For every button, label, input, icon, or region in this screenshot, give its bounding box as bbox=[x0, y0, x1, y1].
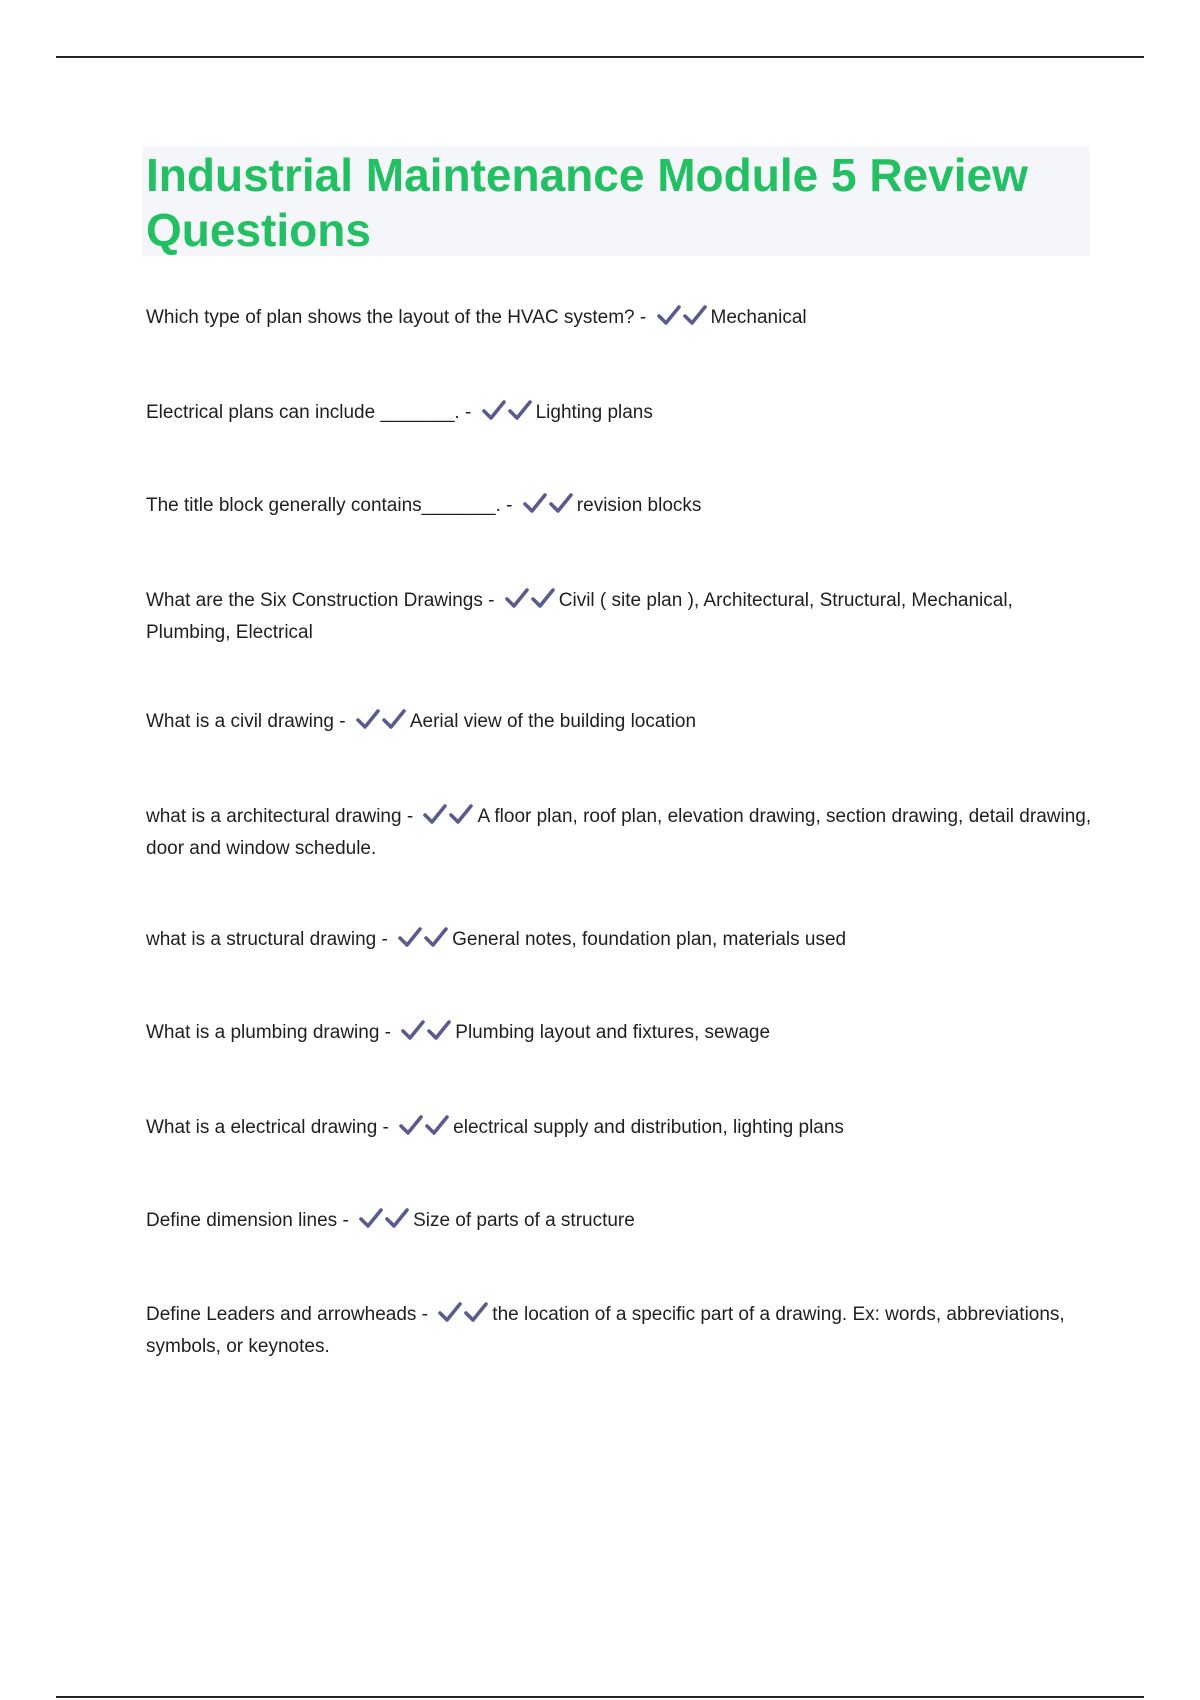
question-text: Which type of plan shows the layout of the HVAC system? bbox=[146, 307, 635, 328]
title-banner bbox=[142, 146, 1090, 256]
check-marks bbox=[481, 399, 533, 430]
check-icon bbox=[358, 1207, 384, 1229]
check-icon bbox=[355, 708, 381, 730]
answer-text: electrical supply and distribution, lighting plans bbox=[453, 1117, 844, 1138]
bottom-rule bbox=[56, 1696, 1144, 1698]
answer-text: Lighting plans bbox=[535, 402, 653, 423]
check-icon bbox=[422, 803, 448, 825]
question-text: What is a plumbing drawing bbox=[146, 1022, 380, 1043]
check-marks bbox=[656, 304, 708, 335]
separator: - bbox=[634, 307, 652, 328]
check-icon bbox=[522, 492, 548, 514]
question-text: Define dimension lines bbox=[146, 1210, 338, 1231]
answer-text: Civil ( site plan ), Architectural, Structural, Mechanical, Plumbing, Electrical bbox=[146, 590, 1013, 643]
answer-text: Plumbing layout and fixtures, sewage bbox=[455, 1022, 771, 1043]
question-text: what is a architectural drawing bbox=[146, 806, 402, 827]
qa-item bbox=[146, 707, 1096, 739]
answer-text: revision blocks bbox=[576, 495, 702, 516]
check-marks bbox=[504, 587, 556, 618]
check-icon bbox=[504, 587, 530, 609]
page-title: Industrial Maintenance Module 5 Review Questions bbox=[146, 149, 1028, 256]
check-icon bbox=[400, 1019, 426, 1041]
check-icon bbox=[397, 926, 423, 948]
separator: - bbox=[416, 1304, 434, 1325]
separator: - bbox=[337, 1210, 355, 1231]
check-icon bbox=[682, 304, 708, 326]
qa-item bbox=[146, 925, 1096, 957]
qa-item bbox=[146, 1206, 1096, 1238]
check-icon bbox=[463, 1301, 489, 1323]
separator: - bbox=[377, 1117, 395, 1138]
question-text: What is a civil drawing bbox=[146, 711, 334, 732]
question-text: Define Leaders and arrowheads bbox=[146, 1304, 417, 1325]
check-icon bbox=[424, 1114, 450, 1136]
check-icon bbox=[448, 803, 474, 825]
qa-item bbox=[146, 1300, 1096, 1361]
check-icon bbox=[398, 1114, 424, 1136]
check-icon bbox=[381, 708, 407, 730]
separator: - bbox=[401, 806, 419, 827]
check-icon bbox=[481, 399, 507, 421]
question-text: Electrical plans can include _______. bbox=[146, 402, 460, 423]
check-icon bbox=[548, 492, 574, 514]
check-marks bbox=[522, 492, 574, 523]
check-icon bbox=[507, 399, 533, 421]
separator: - bbox=[500, 495, 518, 516]
check-icon bbox=[423, 926, 449, 948]
check-marks bbox=[400, 1019, 452, 1050]
answer-text: Size of parts of a structure bbox=[413, 1210, 635, 1231]
separator: - bbox=[459, 402, 477, 423]
answer-text: the location of a specific part of a drawing. Ex: words, abbreviations, symbols, or keynotes. bbox=[146, 1304, 1065, 1357]
qa-item bbox=[146, 398, 1096, 430]
qa-item bbox=[146, 491, 1096, 523]
check-marks bbox=[398, 1114, 450, 1145]
question-text: The title block generally contains_______. bbox=[146, 495, 501, 516]
separator: - bbox=[333, 711, 351, 732]
check-icon bbox=[437, 1301, 463, 1323]
separator: - bbox=[379, 1022, 397, 1043]
qa-item bbox=[146, 1113, 1096, 1145]
answer-text: Mechanical bbox=[710, 307, 807, 328]
answer-text: A floor plan, roof plan, elevation drawing, section drawing, detail drawing, door and window schedule. bbox=[146, 806, 1092, 859]
qa-item bbox=[146, 802, 1096, 863]
separator: - bbox=[482, 590, 500, 611]
check-icon bbox=[656, 304, 682, 326]
check-icon bbox=[426, 1019, 452, 1041]
check-marks bbox=[437, 1301, 489, 1332]
check-icon bbox=[384, 1207, 410, 1229]
check-marks bbox=[358, 1207, 410, 1238]
separator: - bbox=[376, 929, 394, 950]
answer-text: Aerial view of the building location bbox=[409, 711, 697, 732]
check-marks bbox=[397, 926, 449, 957]
check-marks bbox=[355, 708, 407, 739]
question-text: What is a electrical drawing bbox=[146, 1117, 378, 1138]
question-text: what is a structural drawing bbox=[146, 929, 377, 950]
question-text: What are the Six Construction Drawings bbox=[146, 590, 483, 611]
qa-item bbox=[146, 586, 1096, 647]
check-marks bbox=[422, 803, 474, 834]
answer-text: General notes, foundation plan, materials used bbox=[452, 929, 847, 950]
qa-item bbox=[146, 1018, 1096, 1050]
qa-item bbox=[146, 303, 1096, 335]
top-rule bbox=[56, 56, 1144, 58]
check-icon bbox=[530, 587, 556, 609]
